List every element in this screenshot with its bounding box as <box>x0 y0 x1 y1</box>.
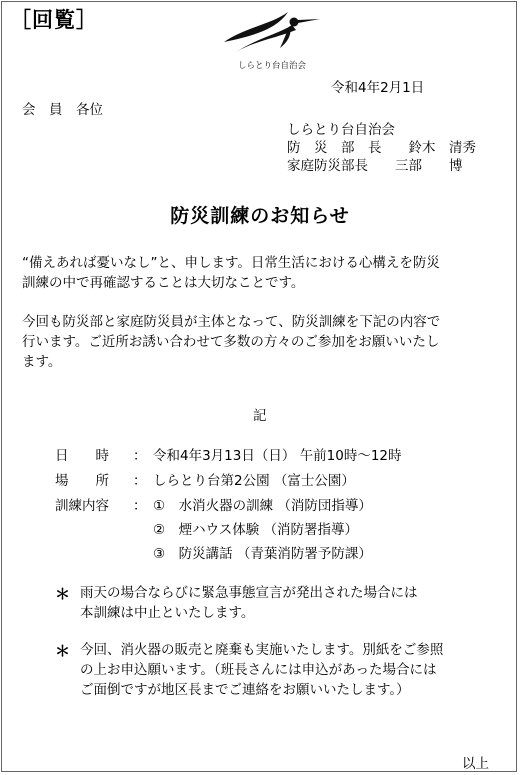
place-value: しらとり台第2公園 （富士公園） <box>153 473 355 489</box>
closing-mark: 以上 <box>462 756 489 772</box>
addressee: 会 員 各位 <box>22 102 103 118</box>
detail-line: 行います。ご近所お誘い合わせて多数の方々のご参加をお願いいたし <box>22 334 440 350</box>
detail-line: ます。 <box>22 354 62 370</box>
page-title: 防災訓練のお知らせ <box>170 205 350 227</box>
date-label: 日 時 <box>55 448 109 464</box>
note-mark: ＊ <box>55 585 71 603</box>
content-label: 訓練内容 <box>55 498 109 514</box>
note-line: 今回、消火器の販売と廃棄も実施いたします。別紙をご参照 <box>80 642 444 658</box>
content-row <box>55 496 372 516</box>
detail-line: 今回も防災部と家庭防災員が主体となって、防災訓練を下記の内容で <box>22 314 441 330</box>
association-logo <box>218 8 326 72</box>
note-1 <box>80 583 500 623</box>
note-line: の上お申込願います。（班長さんには申込があった場合には <box>80 662 437 678</box>
sender-org: しらとり台自治会 <box>287 122 395 138</box>
note-line: 本訓練は中止といたします。 <box>80 605 255 621</box>
content-item-2: ② 煙ハウス体験 （消防署指導） <box>153 522 358 538</box>
detail-paragraph <box>22 312 500 372</box>
intro-line: “備えあれば憂いなし”と、申します。日常生活における心構えを防災 <box>22 255 440 271</box>
date-row <box>55 446 402 466</box>
place-row <box>55 471 355 491</box>
place-label: 場 所 <box>55 473 109 489</box>
note-line: ご面倒ですが地区長までご連絡をお願いいたします。） <box>80 682 410 698</box>
intro-line: 訓練の中で再確認することは大切なことです。 <box>22 275 305 291</box>
content-item-1: ① 水消火器の訓練 （消防団指導） <box>153 498 372 514</box>
intro-paragraph <box>22 253 500 293</box>
issue-date: 令和4年2月1日 <box>331 80 425 96</box>
note-2 <box>80 640 500 700</box>
note-mark: ＊ <box>55 642 71 660</box>
sender-chief: 防 災 部 長 鈴木 清秀 <box>287 140 476 156</box>
circulation-badge: ［回覧］ <box>10 8 98 32</box>
ki-heading: 記 <box>253 408 267 424</box>
colon: ： <box>133 448 147 464</box>
colon: ： <box>133 498 147 514</box>
note-line: 雨天の場合ならびに緊急事態宣言が発出された場合には <box>80 585 418 601</box>
date-value: 令和4年3月13日（日） 午前10時〜12時 <box>153 448 402 464</box>
logo-text: しらとり台自治会 <box>237 61 307 71</box>
content-item-3: ③ 防災講話 （青葉消防署予防課） <box>153 546 372 562</box>
sender-home-chief: 家庭防災部長 三部 博 <box>287 158 463 174</box>
colon: ： <box>133 473 147 489</box>
